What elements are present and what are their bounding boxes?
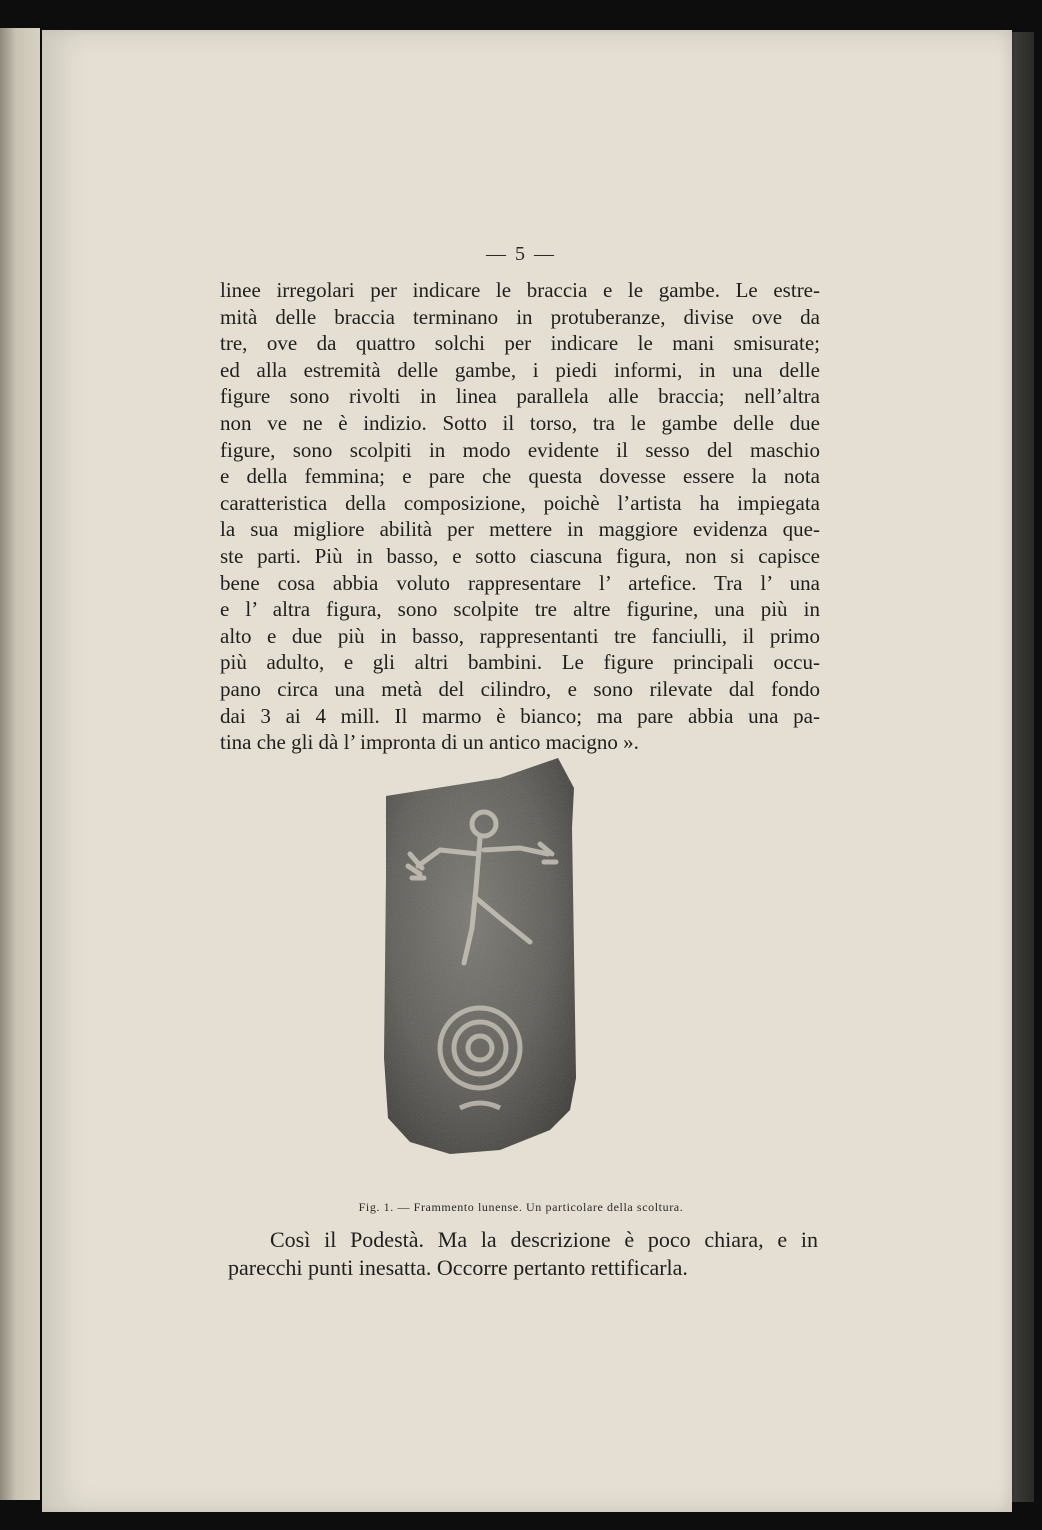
text-line: figure sono rivolti in linea parallela alle braccia; nell’altra — [220, 384, 820, 409]
text-line: e della femmina; e pare che questa dovesse essere la nota — [220, 464, 820, 489]
text-line: figure, sono scolpiti in modo evidente il sesso del maschio — [220, 437, 820, 462]
stone-fragment-illustration — [380, 758, 580, 1160]
text-line: dai 3 ai 4 mill. Il marmo è bianco; ma pare abbia una pa- — [220, 703, 820, 728]
text-line: alto e due più in basso, rappresentanti tre fanciulli, il primo — [220, 623, 820, 648]
text-line: non ve ne è indizio. Sotto il torso, tra le gambe delle due — [220, 410, 820, 435]
text-line: tina che gli dà l’ impronta di un antico macigno ». — [220, 730, 639, 755]
following-paragraph — [228, 1226, 818, 1282]
text-line: ed alla estremità delle gambe, i piedi informi, in una delle — [220, 357, 820, 382]
text-line: tre, ove da quattro solchi per indicare le mani smisurate; — [220, 331, 820, 356]
page-number: — 5 — — [486, 243, 556, 265]
text-line: parecchi punti inesatta. Occorre pertanto rettificarla. — [228, 1255, 688, 1280]
figure-caption: Fig. 1. — Frammento lunense. Un particolare della scoltura. — [358, 1200, 684, 1214]
text-line: linee irregolari per indicare le braccia e le gambe. Le estre- — [220, 278, 820, 302]
facing-page-edge — [0, 28, 40, 1500]
stone-fragment-photo — [380, 758, 580, 1160]
text-line: bene cosa abbia voluto rappresentare l’ artefice. Tra l’ una — [220, 570, 820, 595]
text-line: la sua migliore abilità per mettere in maggiore evidenza que- — [220, 517, 820, 542]
text-line: pano circa una metà del cilindro, e sono rilevate dal fondo — [220, 676, 820, 701]
text-line: e l’ altra figura, sono scolpite tre altre figurine, una più in — [220, 597, 820, 622]
text-line: mità delle braccia terminano in protuberanze, divise ove da — [220, 304, 820, 329]
text-line: caratteristica della composizione, poichè l’artista ha impiegata — [220, 490, 820, 515]
text-line: Così il Podestà. Ma la descrizione è poco chiara, e in — [270, 1227, 818, 1252]
text-line: più adulto, e gli altri bambini. Le figure principali occu- — [220, 650, 820, 675]
text-line: ste parti. Più in basso, e sotto ciascuna figura, non si capisce — [220, 543, 820, 568]
body-paragraph — [220, 277, 820, 756]
